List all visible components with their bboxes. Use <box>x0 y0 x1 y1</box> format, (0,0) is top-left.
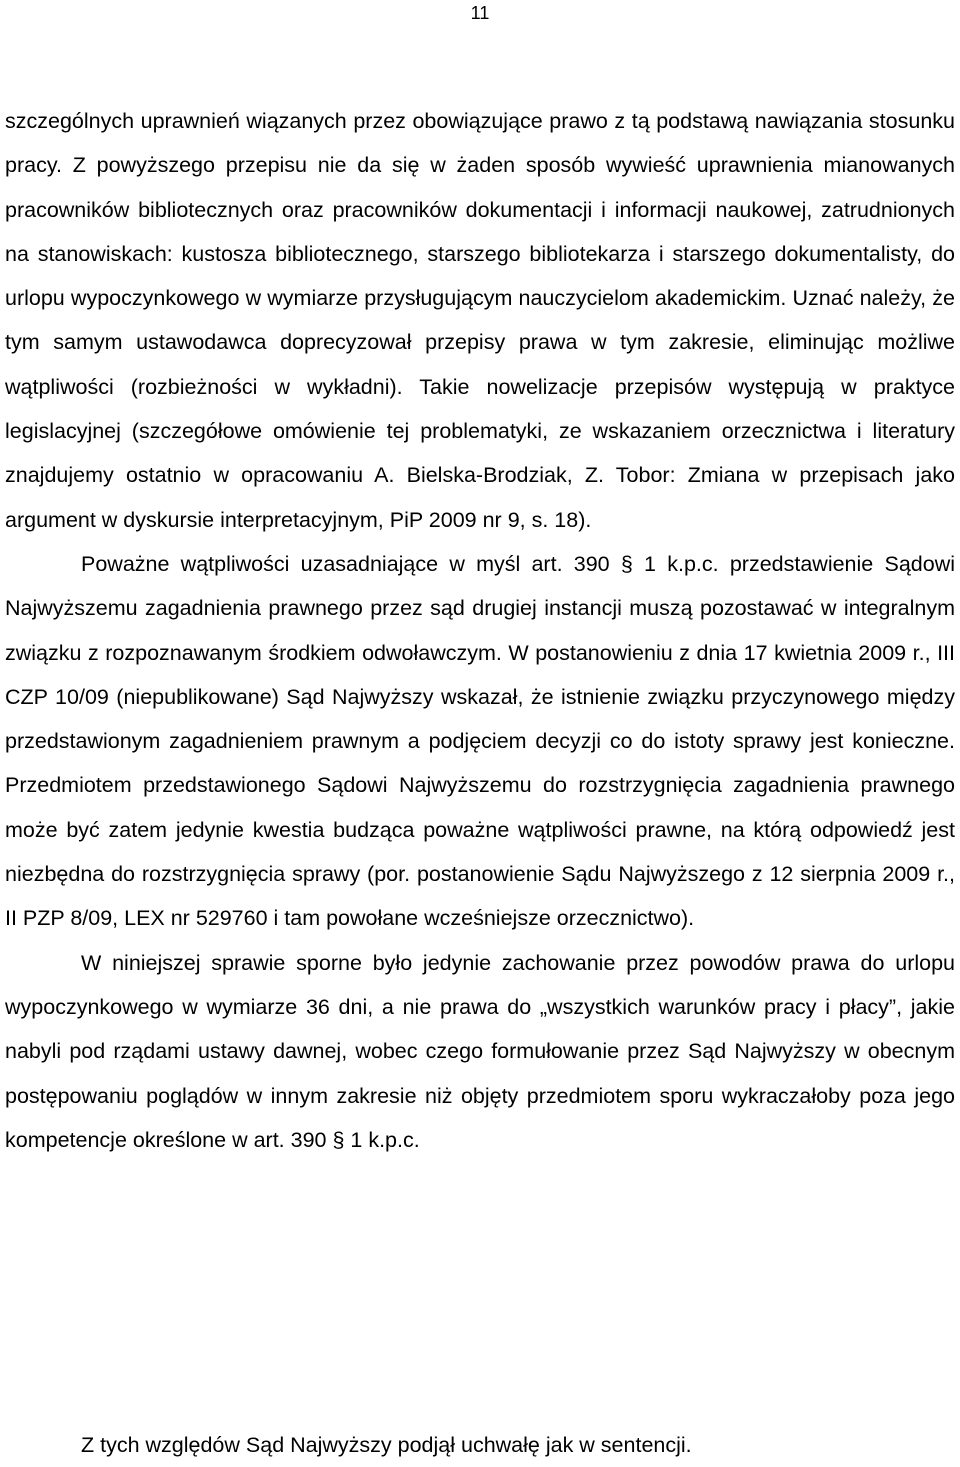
page-number: 11 <box>470 3 490 23</box>
paragraph-2: Poważne wątpliwości uzasadniające w myśl art. 390 § 1 k.p.c. przedstawienie Sądowi Najwyższemu zagadnienia prawnego przez sąd drugiej instancji muszą pozostawać w integralnym związku z rozpoznawanym środkiem odwoławczym. W postanowieniu z dnia 17 kwietnia 2009 r., III CZP 10/09 (niepublikowane) Sąd Najwyższy wskazał, że istnienie związku przyczynowego między przedstawionym zagadnieniem prawnym a podjęciem decyzji co do istoty sprawy jest konieczne. Przedmiotem przedstawionego Sądowi Najwyższemu do rozstrzygnięcia zagadnienia prawnego może być zatem jedynie kwestia budząca poważne wątpliwości prawne, na którą odpowiedź jest niezbędna do rozstrzygnięcia sprawy (por. postanowienie Sądu Najwyższego z 12 sierpnia 2009 r., II PZP 8/09, LEX nr 529760 i tam powołane wcześniejsze orzecznictwo). <box>5 551 955 931</box>
closing-sentence: Z tych względów Sąd Najwyższy podjął uchwałę jak w sentencji. <box>81 1433 692 1457</box>
paragraph-3: W niniejszej sprawie sporne było jedynie zachowanie przez powodów prawa do urlopu wypoczynkowego w wymiarze 36 dni, a nie prawa do „wszystkich warunków pracy i płacy”, jakie nabyli pod rządami ustawy dawnej, wobec czego formułowanie przez Sąd Najwyższy w obecnym postępowaniu poglądów w innym zakresie niż objęty przedmiotem sporu wykraczałoby poza jego kompetencje określone w art. 390 § 1 k.p.c. <box>5 950 955 1152</box>
document-body <box>5 99 955 1162</box>
paragraph-1: szczególnych uprawnień wiązanych przez obowiązujące prawo z tą podstawą nawiązania stosunku pracy. Z powyższego przepisu nie da się w żaden sposób wywieść uprawnienia mianowanych pracowników bibliotecznych oraz pracowników dokumentacji i informacji naukowej, zatrudnionych na stanowiskach: kustosza bibliotecznego, starszego bibliotekarza i starszego dokumentalisty, do urlopu wypoczynkowego w wymiarze przysługującym nauczycielom akademickim. Uznać należy, że tym samym ustawodawca doprecyzował przepisy prawa w tym zakresie, eliminując możliwe wątpliwości (rozbieżności w wykładni). Takie nowelizacje przepisów występują w praktyce legislacyjnej (szczegółowe omówienie tej problematyki, ze wskazaniem orzecznictwa i literatury znajdujemy ostatnio w opracowaniu A. Bielska-Brodziak, Z. Tobor: Zmiana w przepisach jako argument w dyskursie interpretacyjnym, PiP 2009 nr 9, s. 18). <box>5 109 955 532</box>
